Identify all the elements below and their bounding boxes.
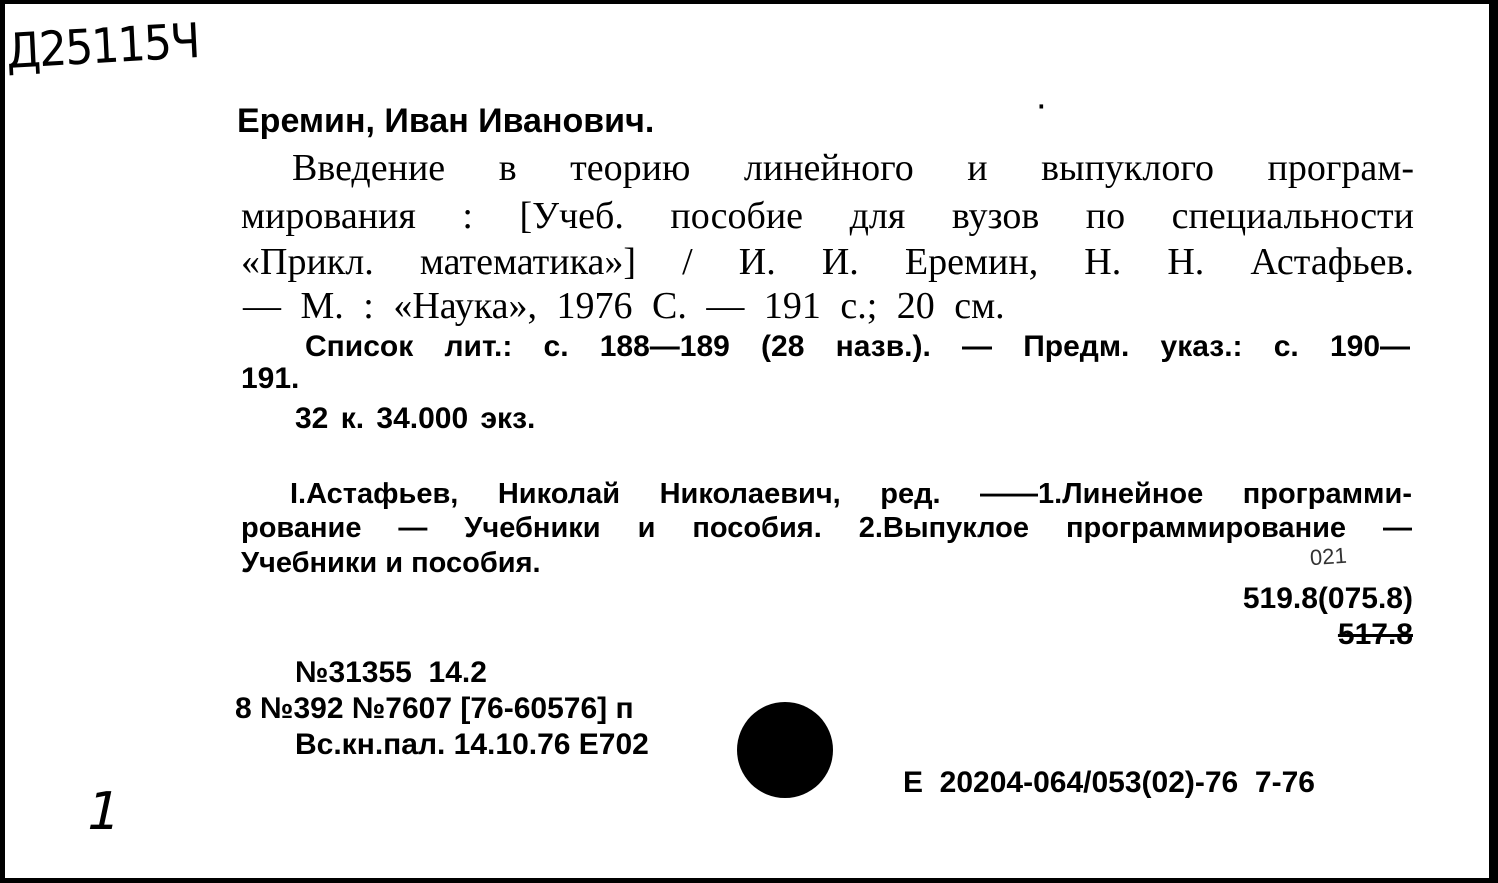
title-line-2: мирования : [Учеб. пособие для вузов по специальности <box>241 195 1414 237</box>
price-and-print-run: 32 к. 34.000 экз. <box>295 402 536 435</box>
classification-udc: 519.8(075.8) <box>1242 582 1413 615</box>
notes-line-2: 191. <box>241 362 300 395</box>
index-code: Е 20204-064/053(02)-76 7-76 <box>903 766 1315 799</box>
notes-line-1: Список лит.: с. 188—189 (28 назв.). — Предм. указ.: с. 190— <box>305 330 1410 363</box>
record-line-3: Вс.кн.пал. 14.10.76 Е702 <box>295 728 649 761</box>
punch-hole <box>737 702 833 798</box>
tracings-line-1: I.Астафьев, Николай Николаевич, ред. ——1.Линейное программи- <box>290 478 1412 510</box>
record-line-2: 8 №392 №7607 [76-60576] п <box>235 692 634 725</box>
handwritten-number: 1 <box>80 782 127 842</box>
author-heading: Еремин, Иван Иванович. <box>237 102 655 140</box>
title-line-4: — М. : «Наука», 1976 С. — 191 с.; 20 см. <box>243 285 1005 327</box>
faded-stamp: 021 <box>1309 542 1348 571</box>
title-line-3: «Прикл. математика»] / И. И. Еремин, Н. Н. Астафьев. <box>241 241 1414 283</box>
title-line-1: Введение в теорию линейного и выпуклого програм- <box>292 147 1414 189</box>
classification-old-crossed: 517.8 <box>1337 618 1413 651</box>
tracings-line-3: Учебники и пособия. <box>241 547 541 579</box>
tracings-line-2: рование — Учебники и пособия. 2.Выпуклое программирование — <box>241 512 1412 544</box>
shelfmark-handwritten: Д25115Ч <box>5 13 200 80</box>
speck-mark: · <box>1035 84 1048 126</box>
catalog-card <box>5 4 1489 878</box>
record-line-1: №31355 14.2 <box>295 656 487 689</box>
